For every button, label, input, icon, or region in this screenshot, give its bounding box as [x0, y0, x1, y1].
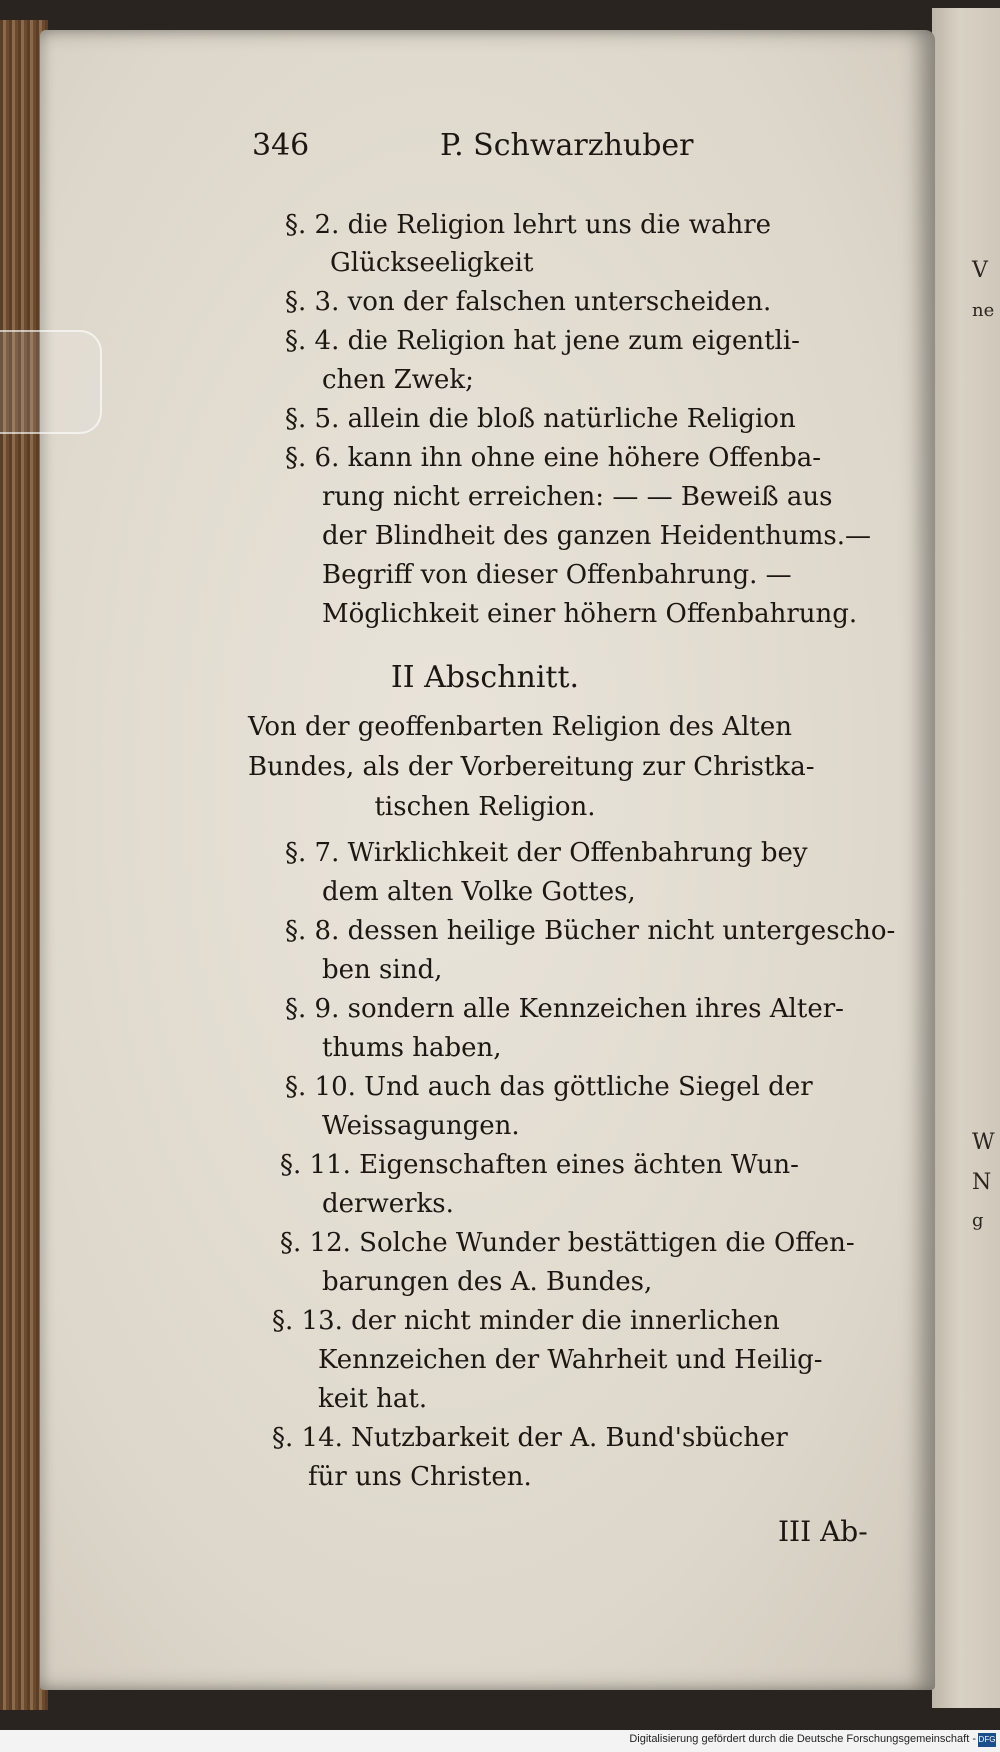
- footer-bar: [0, 1730, 1000, 1752]
- section-title-line: Von der geoffenbarten Religion des Alten: [248, 712, 793, 742]
- toc-line: §. 7. Wirklichkeit der Offenbahrung bey: [285, 838, 808, 868]
- toc-line: §. 10. Und auch das göttliche Siegel der: [285, 1072, 813, 1102]
- toc-line: rung nicht erreichen: — — Beweiß aus: [322, 482, 833, 512]
- toc-line: §. 6. kann ihn ohne eine höhere Offenba-: [285, 443, 822, 473]
- toc-line: §. 8. dessen heilige Bücher nicht untergescho-: [285, 916, 896, 946]
- section-title-line: Bundes, als der Vorbereitung zur Christka-: [248, 752, 815, 782]
- page-number: 346: [252, 128, 310, 163]
- toc-line: §. 2. die Religion lehrt uns die wahre: [285, 210, 772, 240]
- toc-line: §. 14. Nutzbarkeit der A. Bund'sbücher: [272, 1423, 788, 1453]
- toc-line: §. 9. sondern alle Kennzeichen ihres Alter-: [285, 994, 844, 1024]
- dfg-logo: DFG: [978, 1733, 996, 1747]
- toc-line: §. 4. die Religion hat jene zum eigentli-: [285, 326, 800, 356]
- facing-fragment: ne: [972, 300, 995, 321]
- toc-line: §. 11. Eigenschaften eines ächten Wun-: [280, 1150, 799, 1180]
- toc-line: §. 3. von der falschen unterscheiden.: [285, 287, 772, 317]
- toc-line: Kennzeichen der Wahrheit und Heilig-: [318, 1345, 823, 1375]
- toc-line: derwerks.: [322, 1189, 454, 1219]
- toc-line: ben sind,: [322, 955, 443, 985]
- facing-page: [932, 8, 1000, 1708]
- toc-line: Begriff von dieser Offenbahrung. —: [322, 560, 792, 590]
- toc-line: chen Zwek;: [322, 365, 474, 395]
- toc-line: dem alten Volke Gottes,: [322, 877, 636, 907]
- toc-line: §. 5. allein die bloß natürliche Religion: [285, 404, 796, 434]
- toc-line: §. 12. Solche Wunder bestättigen die Offen-: [280, 1228, 855, 1258]
- page-marker-tab: [0, 330, 102, 434]
- toc-line: §. 13. der nicht minder die innerlichen: [272, 1306, 780, 1336]
- running-head: P. Schwarzhuber: [440, 128, 694, 163]
- funding-credit: Digitalisierung gefördert durch die Deutsche Forschungsgemeinschaft -: [629, 1733, 976, 1745]
- facing-fragment: V: [972, 258, 988, 283]
- section-heading: II Abschnitt.: [390, 660, 580, 695]
- toc-line: keit hat.: [318, 1384, 428, 1414]
- toc-line: Möglichkeit einer höhern Offenbahrung.: [322, 599, 858, 629]
- toc-line: Weissagungen.: [322, 1111, 520, 1141]
- toc-line: der Blindheit des ganzen Heidenthums.—: [322, 521, 871, 551]
- toc-line: für uns Christen.: [308, 1462, 532, 1492]
- toc-line: thums haben,: [322, 1033, 502, 1063]
- facing-fragment: g: [972, 1210, 984, 1231]
- toc-line: Glückseeligkeit: [330, 248, 534, 278]
- toc-line: barungen des A. Bundes,: [322, 1267, 653, 1297]
- section-title-line: tischen Religion.: [374, 792, 596, 822]
- facing-fragment: W: [972, 1130, 995, 1155]
- facing-fragment: N: [972, 1170, 992, 1195]
- catchword: III Ab-: [778, 1515, 868, 1548]
